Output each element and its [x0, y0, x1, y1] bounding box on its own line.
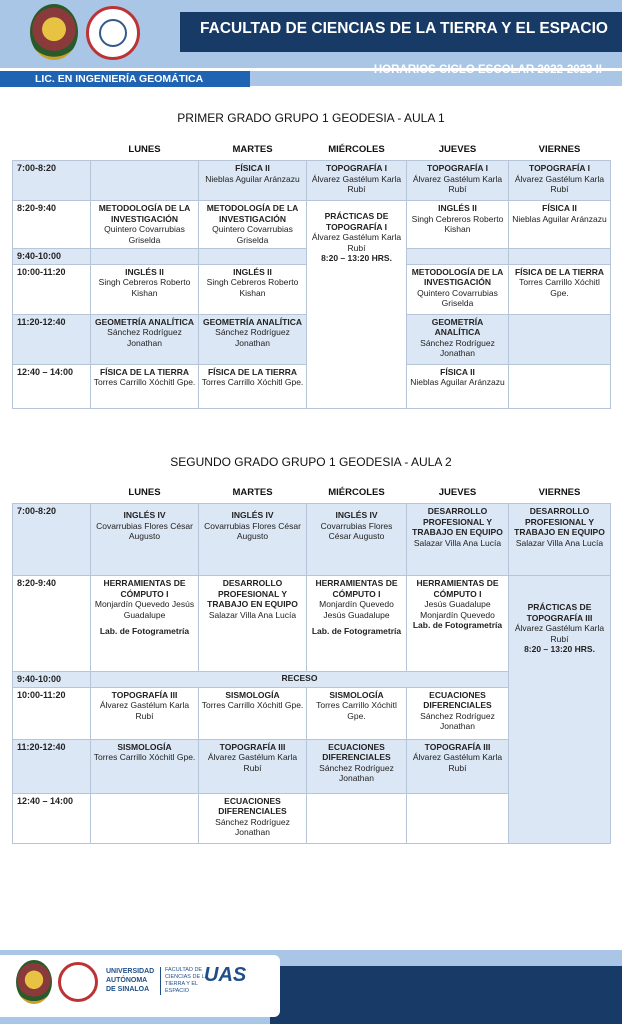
day-header: MIÉRCOLES	[328, 143, 385, 155]
header-row	[13, 481, 611, 504]
grade1-schedule-table	[12, 138, 611, 409]
day-header: VIERNES	[538, 143, 581, 155]
class-cell: GEOMETRÍA ANALÍTICA Sánchez Rodríguez Jonathan	[91, 314, 199, 364]
class-cell: GEOMETRÍA ANALÍTICA Sánchez Rodríguez Jonathan	[199, 314, 307, 364]
table-row	[13, 201, 611, 249]
class-cell: FÍSICA II Nieblas Aguilar Aránzazu	[407, 364, 509, 408]
recess-cell	[199, 249, 307, 265]
time-slot: 12:40 – 14:00	[13, 793, 91, 843]
class-cell: ECUACIONES DIFERENCIALES Sánchez Rodríguez Jonathan	[307, 739, 407, 793]
class-cell: INGLÉS II Singh Cebreros Roberto Kishan	[91, 264, 199, 314]
grade1-title: PRIMER GRADO GRUPO 1 GEODESIA - AULA 1	[177, 111, 445, 125]
class-cell	[91, 161, 199, 201]
class-cell: TOPOGRAFÍA III Álvarez Gastélum Karla Rubí	[91, 687, 199, 739]
page-title: FACULTAD DE CIENCIAS DE LA TIERRA Y EL ESPACIO	[200, 20, 608, 37]
class-cell: DESARROLLO PROFESIONAL Y TRABAJO EN EQUIPO Salazar Villa Ana Lucía	[407, 504, 509, 576]
program-name: LIC. EN INGENIERÍA GEOMÁTICA	[35, 73, 204, 85]
class-cell: TOPOGRAFÍA III Álvarez Gastélum Karla Rubí	[199, 739, 307, 793]
uas-logo: UAS	[204, 964, 247, 986]
program-band	[0, 71, 250, 87]
time-slot: 12:40 – 14:00	[13, 364, 91, 408]
grade2-schedule-table	[12, 481, 611, 844]
university-name: UNIVERSIDAD AUTÓNOMA DE SINALOA	[106, 968, 155, 993]
school-crest-logo	[16, 960, 52, 1004]
cycle-title: HORARIOS CICLO ESCOLAR 2022-2023 II	[373, 64, 602, 76]
day-header: LUNES	[128, 143, 161, 155]
time-slot: 8:20-9:40	[13, 201, 91, 249]
class-cell: INGLÉS II Singh Cebreros Roberto Kishan	[199, 264, 307, 314]
table-row	[13, 576, 611, 672]
class-cell: SISMOLOGÍA Torres Carrillo Xóchitl Gpe.	[91, 739, 199, 793]
class-cell: METODOLOGÍA DE LA INVESTIGACIÓN Quintero Covarrubias Griselda	[91, 201, 199, 249]
class-cell: TOPOGRAFÍA I Álvarez Gastélum Karla Rubí	[407, 161, 509, 201]
recess-cell: RECESO	[91, 672, 509, 688]
day-header: MARTES	[232, 143, 273, 155]
time-slot: 11:20-12:40	[13, 314, 91, 364]
class-cell: ECUACIONES DIFERENCIALES Sánchez Rodríguez Jonathan	[407, 687, 509, 739]
class-cell: SISMOLOGÍA Torres Carrillo Xóchitl Gpe.	[307, 687, 407, 739]
class-cell	[509, 364, 611, 408]
time-slot: 11:20-12:40	[13, 739, 91, 793]
class-cell: HERRAMIENTAS DE CÓMPUTO I Jesús Guadalupe Monjardín Quevedo Lab. de Fotogrametría	[407, 576, 509, 672]
class-cell: FÍSICA II Nieblas Aguilar Aránzazu	[509, 201, 611, 249]
class-cell: FÍSICA DE LA TIERRA Torres Carrillo Xóchitl Gpe.	[199, 364, 307, 408]
recess-cell	[407, 249, 509, 265]
class-cell: PRÁCTICAS DE TOPOGRAFÍA III Álvarez Gastélum Karla Rubí 8:20 – 13:20 HRS.	[509, 576, 611, 844]
day-header: VIERNES	[538, 486, 581, 498]
grade2-title: SEGUNDO GRADO GRUPO 1 GEODESIA - AULA 2	[170, 455, 452, 469]
class-cell: ECUACIONES DIFERENCIALES Sánchez Rodríguez Jonathan	[199, 793, 307, 843]
class-cell: INGLÉS IV Covarrubias Flores César Augusto	[307, 504, 407, 576]
class-cell: TOPOGRAFÍA I Álvarez Gastélum Karla Rubí	[307, 161, 407, 201]
class-cell: TOPOGRAFÍA III Álvarez Gastélum Karla Rubí	[407, 739, 509, 793]
class-cell	[91, 793, 199, 843]
class-cell: INGLÉS IV Covarrubias Flores César Augusto	[91, 504, 199, 576]
time-slot: 7:00-8:20	[13, 161, 91, 201]
class-cell: INGLÉS IV Covarrubias Flores César Augusto	[199, 504, 307, 576]
time-slot: 7:00-8:20	[13, 504, 91, 576]
class-cell: HERRAMIENTAS DE CÓMPUTO I Monjardín Quevedo Jesús Guadalupe Lab. de Fotogrametría	[307, 576, 407, 672]
faculty-name: FACULTAD DE CIENCIAS DE LA TIERRA Y EL ESPACIO	[160, 967, 209, 995]
faculty-seal-logo	[58, 962, 98, 1002]
day-header: JUEVES	[438, 143, 477, 155]
time-slot: 10:00-11:20	[13, 687, 91, 739]
class-cell: SISMOLOGÍA Torres Carrillo Xóchitl Gpe.	[199, 687, 307, 739]
recess-cell	[91, 249, 199, 265]
recess-cell	[509, 249, 611, 265]
class-cell: METODOLOGÍA DE LA INVESTIGACIÓN Quintero Covarrubias Griselda	[199, 201, 307, 249]
day-header: JUEVES	[438, 486, 477, 498]
time-slot: 9:40-10:00	[13, 672, 91, 688]
table-row	[13, 504, 611, 576]
header-row	[13, 138, 611, 161]
class-cell: DESARROLLO PROFESIONAL Y TRABAJO EN EQUIPO Salazar Villa Ana Lucía	[509, 504, 611, 576]
class-cell: DESARROLLO PROFESIONAL Y TRABAJO EN EQUIPO Salazar Villa Ana Lucía	[199, 576, 307, 672]
class-cell: INGLÉS II Singh Cebreros Roberto Kishan	[407, 201, 509, 249]
class-cell: FÍSICA DE LA TIERRA Torres Carrillo Xóchitl Gpe.	[91, 364, 199, 408]
day-header: MARTES	[232, 486, 273, 498]
time-slot: 10:00-11:20	[13, 264, 91, 314]
class-cell: HERRAMIENTAS DE CÓMPUTO I Monjardín Quevedo Jesús Guadalupe Lab. de Fotogrametría	[91, 576, 199, 672]
class-cell: METODOLOGÍA DE LA INVESTIGACIÓN Quintero Covarrubias Griselda	[407, 264, 509, 314]
class-cell: TOPOGRAFÍA I Álvarez Gastélum Karla Rubí	[509, 161, 611, 201]
class-cell: FÍSICA DE LA TIERRA Torres Carrillo Xóchitl Gpe.	[509, 264, 611, 314]
table-row	[13, 161, 611, 201]
faculty-seal-logo	[86, 6, 140, 60]
class-cell: FÍSICA II Nieblas Aguilar Aránzazu	[199, 161, 307, 201]
class-cell	[509, 314, 611, 364]
class-cell	[407, 793, 509, 843]
time-slot: 9:40-10:00	[13, 249, 91, 265]
class-cell	[307, 793, 407, 843]
school-crest-logo	[30, 4, 78, 60]
time-slot: 8:20-9:40	[13, 576, 91, 672]
class-cell: PRÁCTICAS DE TOPOGRAFÍA I Álvarez Gastélum Karla Rubí 8:20 – 13:20 HRS.	[307, 201, 407, 409]
day-header: MIÉRCOLES	[328, 486, 385, 498]
class-cell: GEOMETRÍA ANALÍTICA Sánchez Rodríguez Jonathan	[407, 314, 509, 364]
footer-band	[270, 966, 622, 1024]
day-header: LUNES	[128, 486, 161, 498]
